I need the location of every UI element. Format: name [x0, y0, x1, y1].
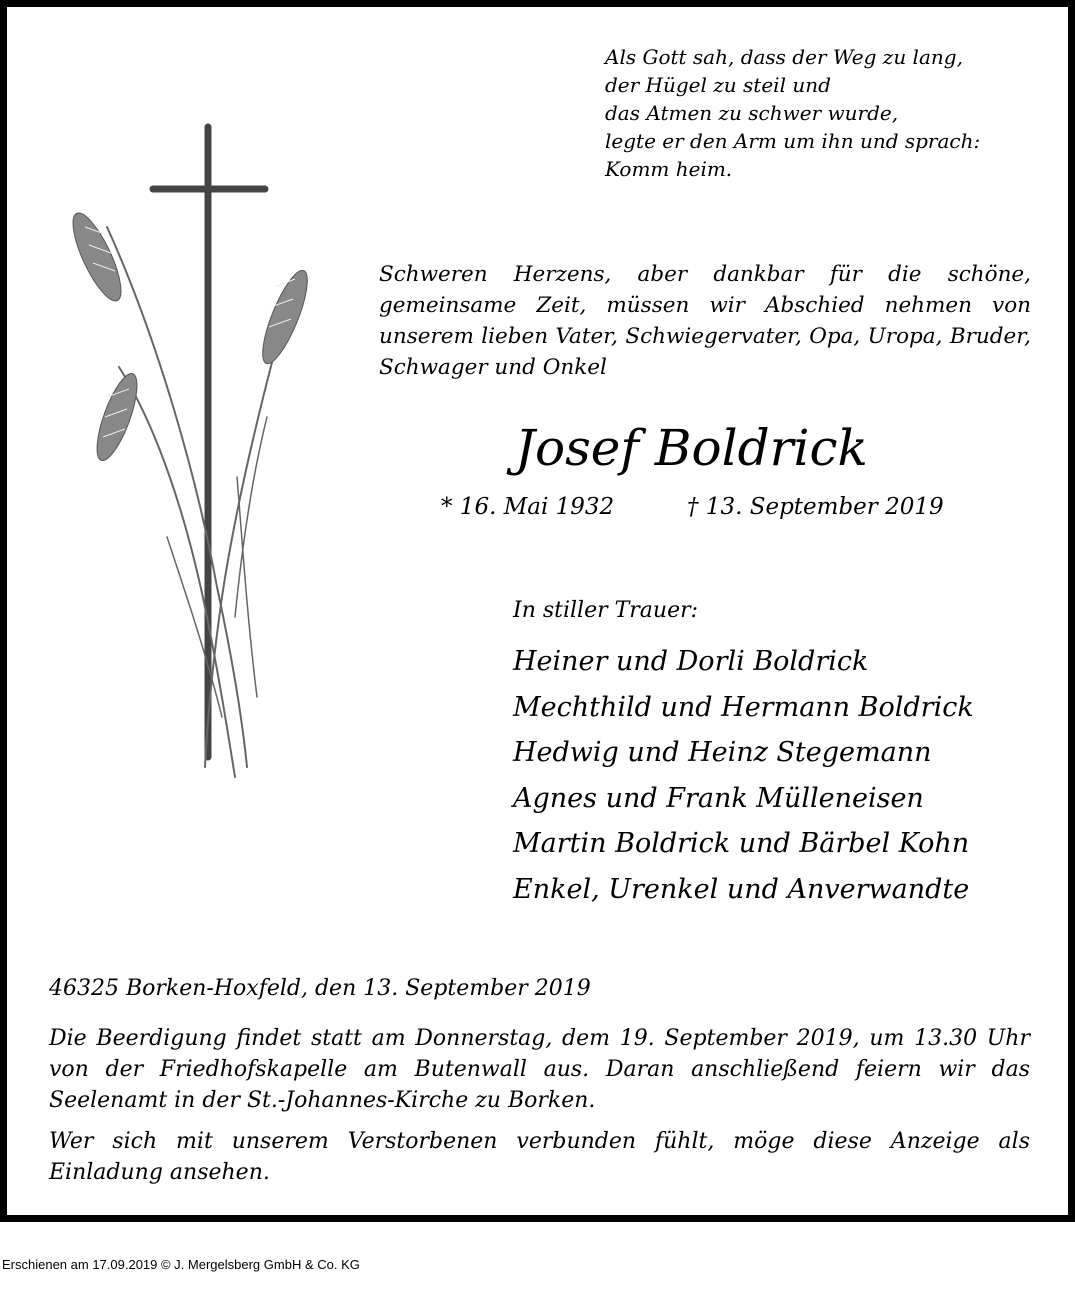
poem-line: das Atmen zu schwer wurde, [605, 101, 899, 125]
mourner-name: Mechthild und Hermann Boldrick [513, 691, 974, 723]
poem-line: Als Gott sah, dass der Weg zu lang, [605, 45, 963, 69]
poem-line: der Hügel zu steil und [605, 73, 831, 97]
mourner-name: Enkel, Urenkel und Anverwandte [513, 873, 970, 905]
poem-line: Komm heim. [605, 157, 733, 181]
mourner-name: Agnes und Frank Mülleneisen [513, 782, 924, 814]
mourner-name: Martin Boldrick und Bärbel Kohn [513, 828, 970, 859]
mourners-list [513, 639, 974, 912]
intro-text: Schweren Herzens, aber dankbar für die schöne, gemeinsame Zeit, müssen wir Abschied nehmen von unserem lieben Vater, Schwiegervater, Opa, Uropa, Bruder, Schwager und Onkel [379, 262, 1031, 380]
birth-date: * 16. Mai 1932 [441, 494, 615, 520]
poem-line: legte er den Arm um ihn und sprach: [605, 129, 981, 153]
mourning-label: In stiller Trauer: [513, 598, 699, 623]
place-date: 46325 Borken-Hoxfeld, den 13. September 2019 [49, 976, 591, 1001]
cross-with-wheat-icon [47, 117, 347, 787]
death-date: † 13. September 2019 [687, 494, 944, 520]
funeral-info [49, 1023, 1030, 1198]
poem [605, 43, 980, 183]
mourner-name: Heiner und Dorli Boldrick [513, 646, 869, 677]
life-dates [441, 491, 944, 523]
invitation-text: Wer sich mit unserem Verstorbenen verbunden fühlt, möge diese Anzeige als Einladung ansehen. [49, 1129, 1030, 1185]
mourner-name: Hedwig und Heinz Stegemann [513, 737, 932, 768]
funeral-text: Die Beerdigung findet statt am Donnerstag, dem 19. September 2019, um 13.30 Uhr von der Friedhofskapelle am Butenwall aus. Daran anschließend feiern wir das Seelenamt in der St.-Johannes-Kirche zu Borken. [49, 1026, 1030, 1113]
publication-footer: Erschienen am 17.09.2019 © J. Mergelsberg GmbH & Co. KG [2, 1257, 360, 1272]
deceased-name: Josef Boldrick [515, 419, 868, 477]
